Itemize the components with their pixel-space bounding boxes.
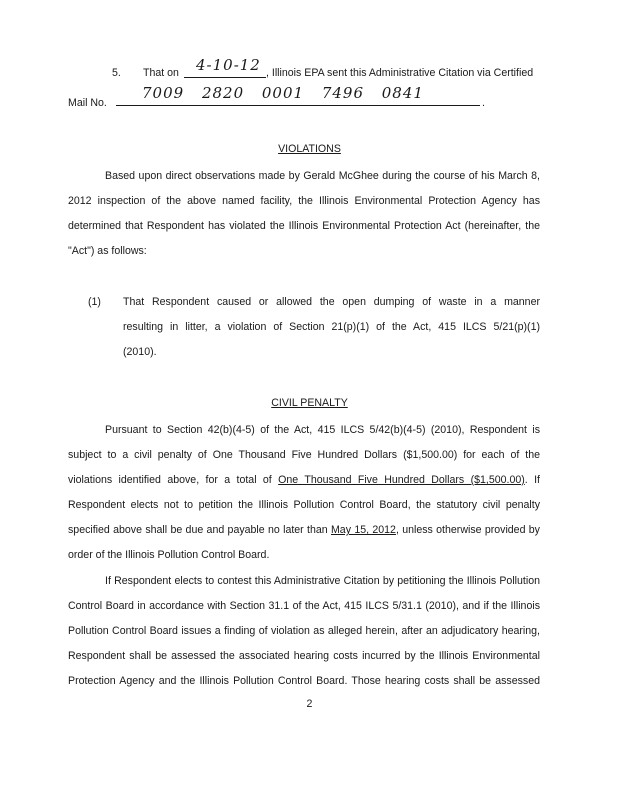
hearing-costs-line: Protection Agency and the Illinois Pollution Control Board. Those hearing costs shall be assessed [68, 675, 540, 687]
penalty-due-pre: specified above shall be due and payable no later than [68, 524, 328, 536]
that-on-label: That on [143, 67, 179, 79]
penalty-due-date: May 15, 2012 [330, 524, 396, 536]
civil-penalty-heading: CIVIL PENALTY [271, 397, 348, 409]
hearing-costs-line: Respondent shall be assessed the associated hearing costs incurred by the Illinois Environmental [68, 650, 540, 662]
date-suffix-text: , Illinois EPA sent this Administrative Citation via Certified [266, 67, 534, 79]
penalty-due-line [68, 523, 540, 537]
violations-heading: VIOLATIONS [278, 143, 341, 155]
mail-no-blank [116, 84, 480, 106]
penalty-total-line [68, 473, 540, 487]
handwritten-date: 4-10-12 [196, 56, 261, 74]
violation-item-number: (1) [88, 296, 101, 308]
penalty-total-pre: violations identified above, for a total of [68, 474, 272, 486]
penalty-line: subject to a civil penalty of One Thousand Five Hundred Dollars ($1,500.00) for each of the [68, 449, 540, 461]
violation-item-line: resulting in litter, a violation of Section 21(p)(1) of the Act, 415 ILCS 5/21(p)(1) [123, 321, 540, 333]
mail-no-label: Mail No. [68, 97, 107, 109]
penalty-line: Pursuant to Section 42(b)(4-5) of the Act, 415 ILCS 5/42(b)(4-5) (2010), Respondent is [105, 424, 540, 436]
violations-intro-line: Based upon direct observations made by Gerald McGhee during the course of his March 8, [105, 170, 540, 182]
penalty-total-post: . If [524, 474, 541, 486]
page-number: 2 [306, 698, 313, 710]
violation-item-line: (2010). [123, 346, 157, 358]
penalty-line: order of the Illinois Pollution Control Board. [68, 549, 270, 561]
violations-intro-line: 2012 inspection of the above named facility, the Illinois Environmental Protection Agency has [68, 195, 540, 207]
hearing-costs-line: Pollution Control Board issues a finding of violation as alleged herein, after an adjudicatory hearing, [68, 625, 540, 637]
violations-intro-line: "Act") as follows: [68, 245, 147, 257]
penalty-due-post: , unless otherwise provided by [395, 524, 540, 536]
penalty-total-amount: One Thousand Five Hundred Dollars ($1,500.00) [278, 474, 525, 486]
violations-intro-line: determined that Respondent has violated the Illinois Environmental Protection Act (hereinafter, the [68, 220, 540, 232]
violation-item-line: That Respondent caused or allowed the open dumping of waste in a manner [123, 296, 540, 308]
handwritten-mail-number: 7009 2820 0001 7496 0841 [142, 84, 424, 102]
hearing-costs-line: If Respondent elects to contest this Administrative Citation by petitioning the Illinois Pollution [105, 575, 540, 587]
paragraph-number: 5. [112, 67, 121, 79]
penalty-line: Respondent elects not to petition the Illinois Pollution Control Board, the statutory civil penalty [68, 499, 540, 511]
hearing-costs-line: Control Board in accordance with Section 31.1 of the Act, 415 ILCS 5/31.1 (2010), and if the Illinois [68, 600, 540, 612]
date-blank [184, 56, 266, 78]
mail-no-period: . [482, 97, 485, 109]
